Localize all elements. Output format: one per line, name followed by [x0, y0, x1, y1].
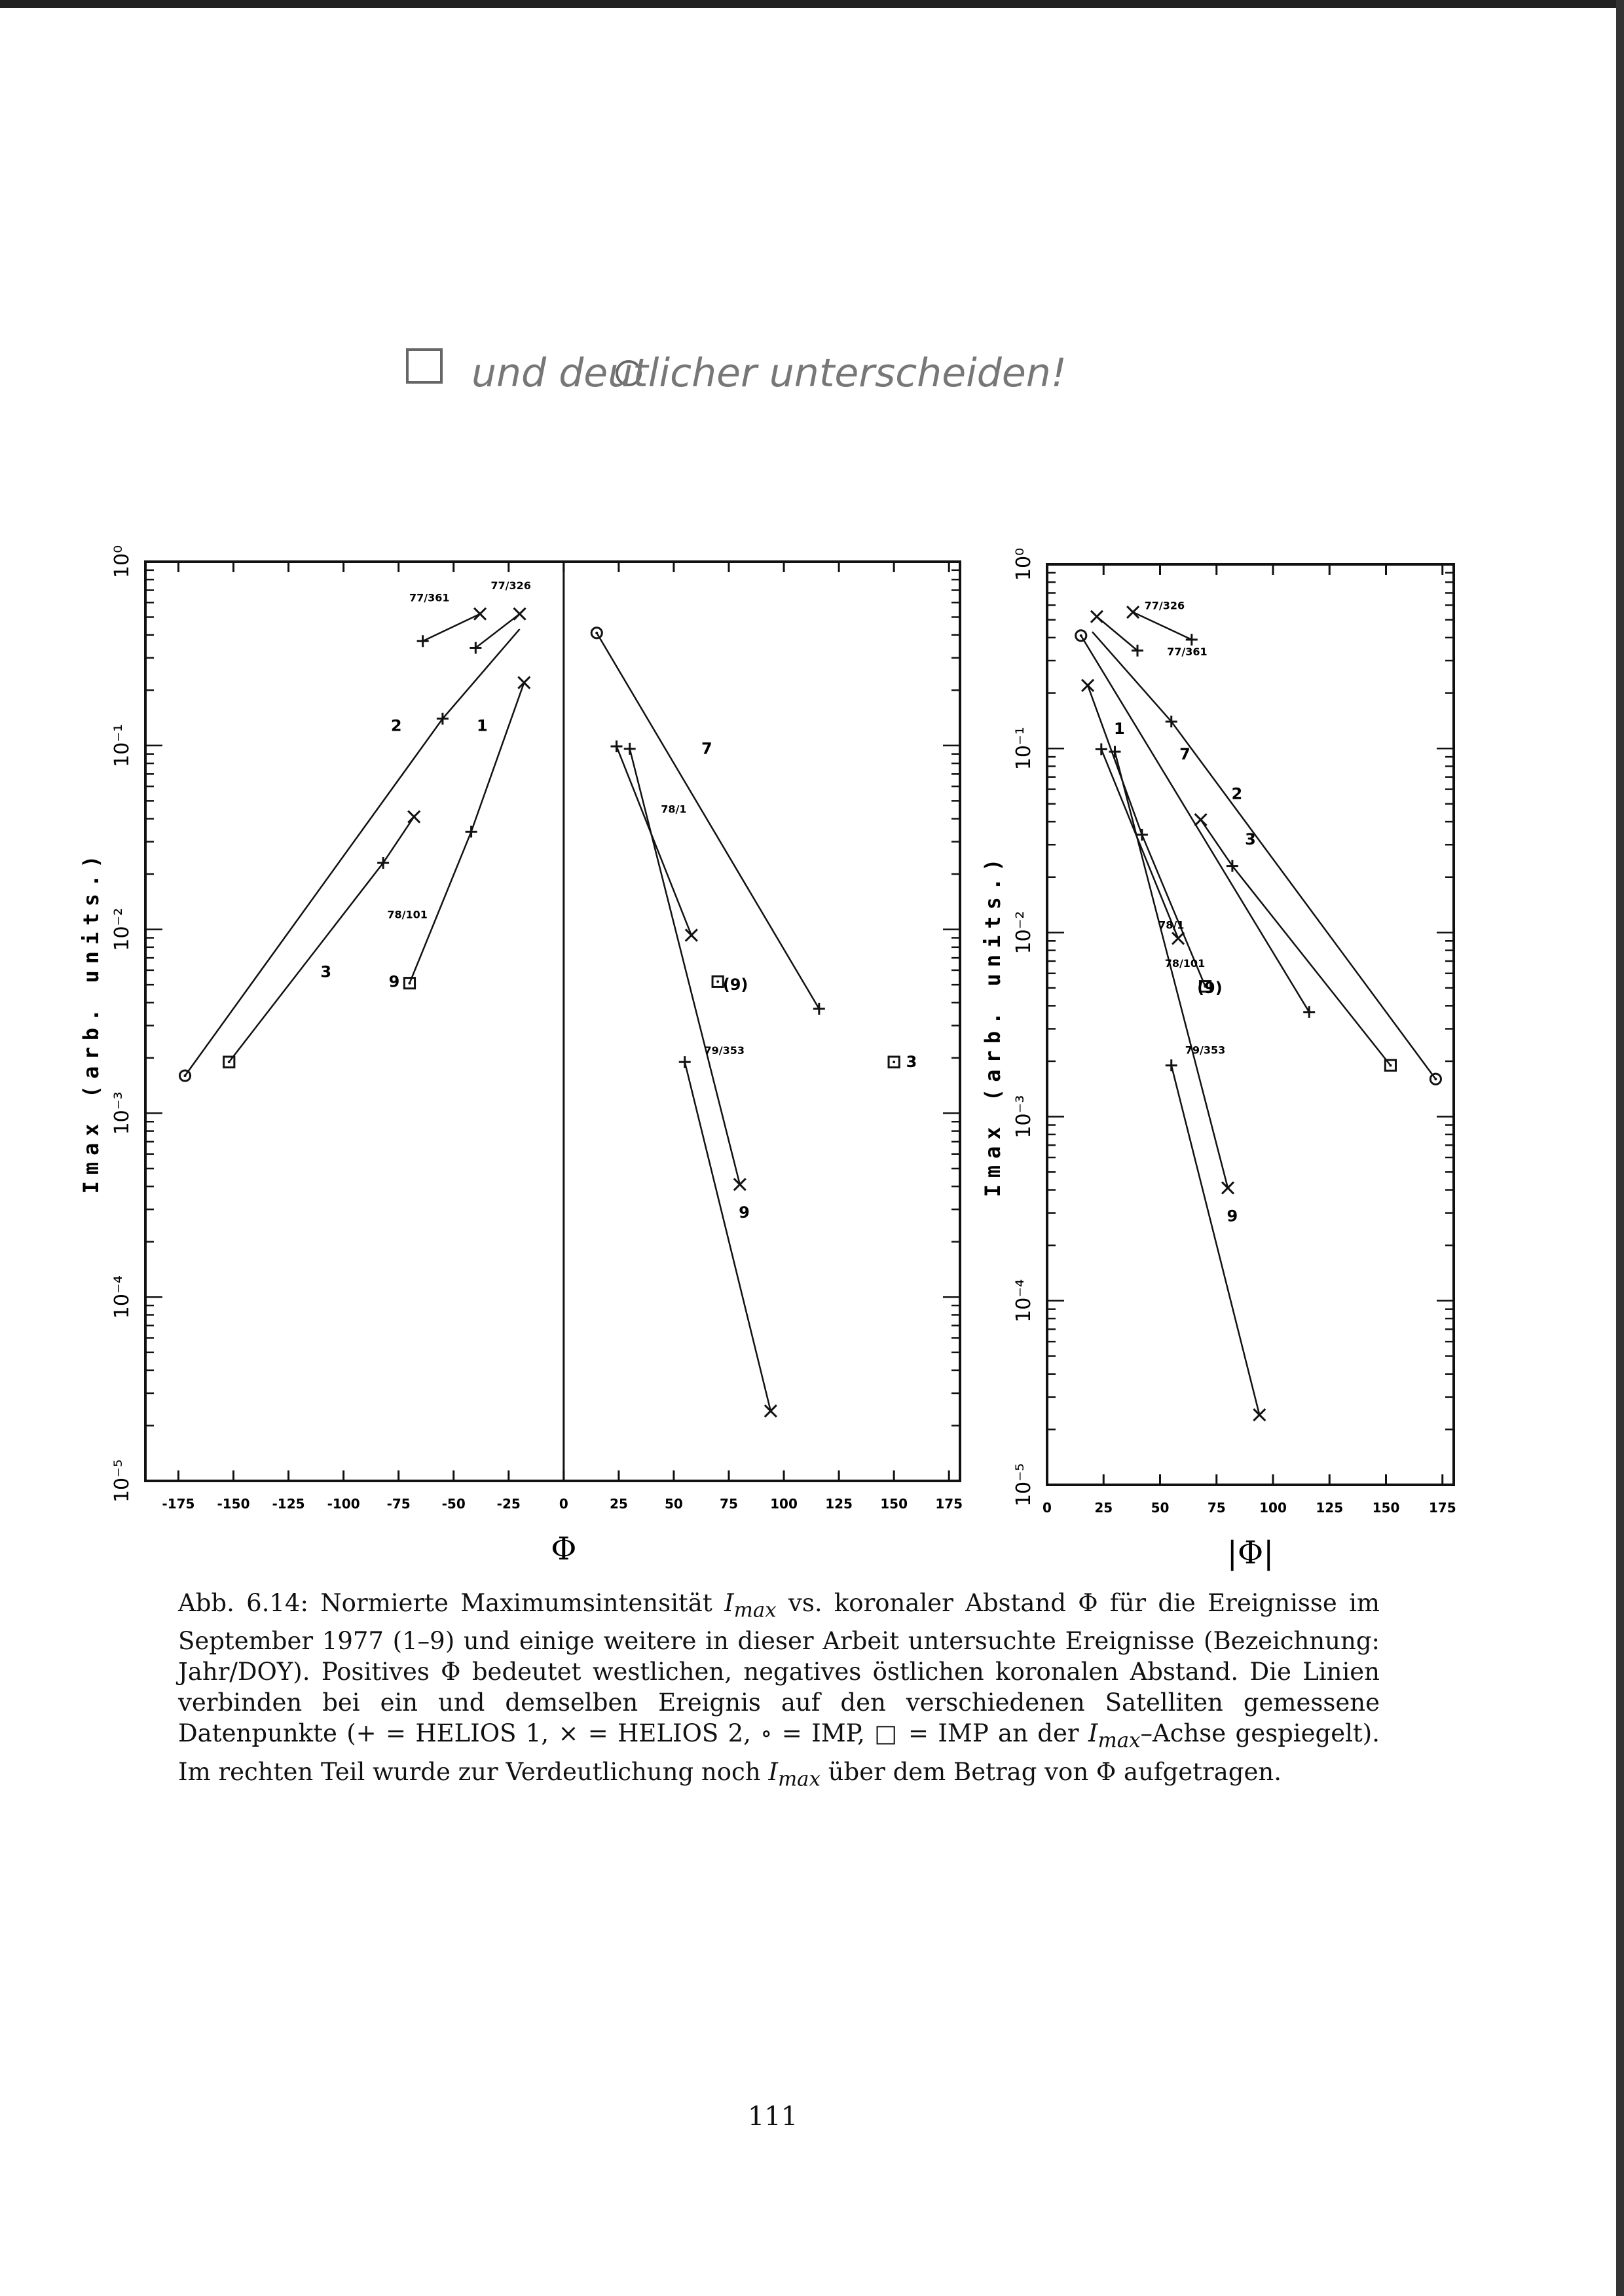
- event-label: 77/326: [1144, 599, 1185, 612]
- event-line: [1133, 612, 1192, 640]
- symbol-label: (9): [722, 975, 748, 994]
- caption-imax-1: I: [724, 1589, 734, 1617]
- imp-mirrored-marker: [228, 1061, 231, 1063]
- event-line: [409, 683, 524, 983]
- plot-frame: [1047, 564, 1454, 1485]
- x-tick-label: 125: [1316, 1500, 1344, 1516]
- event-line: [1081, 636, 1309, 1012]
- event-line: [1115, 752, 1228, 1188]
- y-tick-label: 10⁻²: [111, 907, 134, 951]
- event-label: 79/353: [704, 1044, 745, 1057]
- x-tick-label: 50: [664, 1496, 683, 1512]
- caption-imax-sub-3: max: [777, 1767, 821, 1791]
- event-label: 78/1: [661, 803, 687, 816]
- y-tick-label: 10⁻⁵: [111, 1459, 134, 1503]
- x-tick-label: 100: [770, 1496, 798, 1512]
- page-number: 111: [747, 2102, 798, 2132]
- event-line: [423, 614, 480, 642]
- handwritten-note: [407, 350, 1067, 396]
- symbol-label: 3: [906, 1053, 917, 1072]
- event-label: 3: [320, 962, 332, 981]
- imp-marker: [1434, 1078, 1437, 1080]
- left-plot: [79, 545, 963, 1567]
- caption-imax-2: I: [1088, 1719, 1098, 1748]
- x-tick-label: -25: [496, 1496, 521, 1512]
- x-tick-label: -75: [386, 1496, 411, 1512]
- y-tick-label: 10⁻¹: [1012, 727, 1035, 771]
- caption-text-4: über dem Betrag von Φ aufgetragen.: [820, 1757, 1282, 1786]
- y-axis-label: Imax (arb. units.): [79, 848, 103, 1194]
- x-axis-label: Φ: [551, 1531, 577, 1567]
- figure-caption: [178, 1588, 1380, 1795]
- y-tick-label: 10⁻²: [1012, 911, 1035, 955]
- handwritten-note-text: und deutlicher unterscheiden!: [471, 350, 1067, 396]
- event-label: 77/326: [490, 579, 531, 592]
- x-tick-label: 75: [1207, 1500, 1226, 1516]
- event-label: 1: [1114, 719, 1125, 738]
- event-label: 78/101: [387, 908, 428, 921]
- plot-frame: [145, 562, 960, 1481]
- caption-text-1: Normierte Maximumsintensität: [308, 1589, 725, 1617]
- event-label: 77/361: [409, 591, 450, 604]
- x-tick-label: -100: [327, 1496, 360, 1512]
- event-label: 78/101: [1164, 957, 1206, 970]
- imp-marker: [184, 1074, 187, 1077]
- event-line: [1088, 685, 1205, 987]
- y-tick-label: 10⁰: [1012, 547, 1035, 581]
- event-label: 1: [477, 716, 488, 735]
- x-tick-label: 0: [1043, 1500, 1052, 1516]
- x-tick-label: 75: [720, 1496, 738, 1512]
- x-tick-label: 25: [1094, 1500, 1113, 1516]
- y-tick-label: 10⁻³: [111, 1091, 134, 1135]
- event-line: [1201, 820, 1391, 1065]
- square-symbol-icon: [407, 350, 441, 382]
- y-tick-label: 10⁻⁴: [111, 1275, 134, 1319]
- event-line: [597, 633, 819, 1009]
- right-plot: [980, 548, 1456, 1571]
- event-line: [229, 817, 414, 1063]
- x-tick-label: -50: [441, 1496, 466, 1512]
- event-line: [685, 1062, 771, 1411]
- x-tick-label: -125: [272, 1496, 305, 1512]
- event-label: 7: [701, 739, 712, 758]
- y-tick-label: 10⁻³: [1012, 1095, 1035, 1139]
- x-tick-label: 0: [559, 1496, 568, 1512]
- event-line: [475, 614, 519, 648]
- y-tick-label: 10⁻⁵: [1012, 1463, 1035, 1507]
- x-tick-label: 50: [1151, 1500, 1170, 1516]
- caption-label: Abb. 6.14:: [178, 1589, 308, 1617]
- caption-imax-sub-1: max: [733, 1598, 777, 1622]
- caption-imax-3: I: [768, 1757, 778, 1786]
- x-tick-label: 175: [1428, 1500, 1456, 1516]
- event-label: 79/353: [1185, 1044, 1226, 1057]
- y-axis-label: Imax (arb. units.): [980, 852, 1005, 1197]
- x-tick-label: 150: [880, 1496, 908, 1512]
- y-tick-label: 10⁰: [111, 545, 134, 579]
- y-tick-label: 10⁻⁴: [1012, 1279, 1035, 1322]
- event-label: 78/1: [1158, 919, 1185, 932]
- event-label: 77/361: [1167, 646, 1208, 659]
- x-tick-label: 25: [609, 1496, 628, 1512]
- event-label: 2: [1231, 784, 1243, 803]
- caption-imax-sub-2: max: [1098, 1728, 1141, 1753]
- imp-marker: [595, 632, 598, 634]
- imp-mirrored-marker: [716, 980, 719, 983]
- event-label: 3: [1245, 830, 1256, 849]
- caption-text-3: –Achse gespiegelt). Im rechten Teil wurde zur Verdeutlichung noch: [178, 1719, 1380, 1786]
- event-line: [1172, 1065, 1260, 1415]
- x-axis-label: |Φ|: [1227, 1535, 1274, 1571]
- y-tick-label: 10⁻¹: [111, 723, 134, 767]
- x-tick-label: 100: [1259, 1500, 1287, 1516]
- event-label: 9: [739, 1203, 750, 1222]
- x-tick-label: -150: [217, 1496, 250, 1512]
- caption-text-2: vs. koronaler Abstand Φ für die Ereignisse im September 1977 (1–9) und einige weitere in dieser Arbeit untersuchte Ereignisse (Bezeichnung: Jahr/DOY). Positives Φ bedeutet westlichen, negatives östlichen koronalen Abstand. Die Linien verbinden bei ein und demselben Ereignis auf den verschiedenen Satelliten gemessene Datenpunkte (+ = HELIOS 1, × = HELIOS 2, ∘ = IMP, □ = IMP an der: [178, 1589, 1380, 1748]
- imp-mirrored-marker: [408, 982, 411, 985]
- x-tick-label: 150: [1372, 1500, 1400, 1516]
- x-tick-label: 175: [935, 1496, 963, 1512]
- symbol-label: (9): [1197, 979, 1223, 998]
- imp-mirrored-marker: [1389, 1064, 1392, 1066]
- symbol-label: 9: [388, 972, 400, 991]
- x-tick-label: 125: [825, 1496, 853, 1512]
- x-tick-label: -175: [162, 1496, 195, 1512]
- event-label: 7: [1179, 745, 1190, 764]
- event-label: 2: [390, 716, 402, 735]
- imp-marker: [1080, 634, 1082, 637]
- event-label: 9: [1227, 1207, 1238, 1226]
- event-line: [185, 629, 520, 1076]
- imp-mirrored-marker: [893, 1061, 895, 1063]
